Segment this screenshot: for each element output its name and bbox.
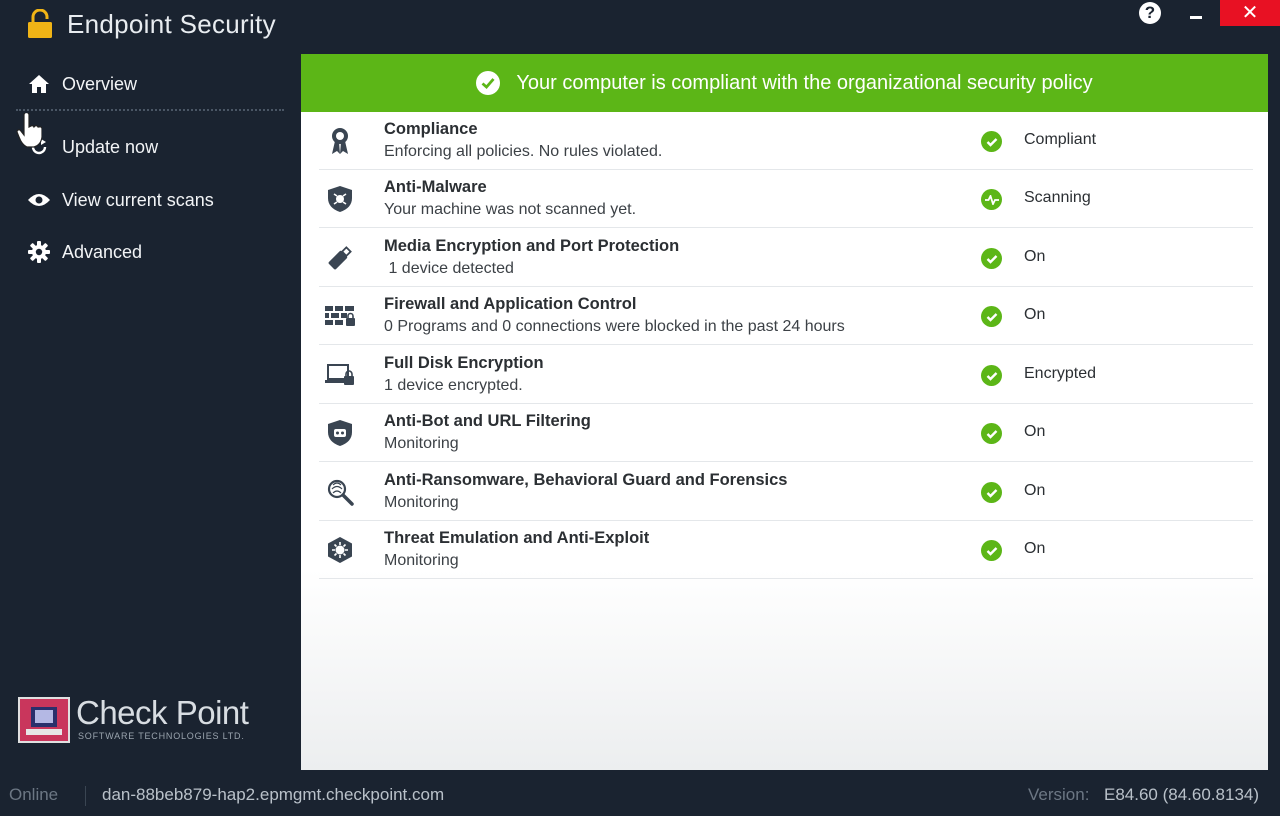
banner-text: Your computer is compliant with the organizational security policy: [516, 71, 1093, 94]
server-hostname: dan-88beb879-hap2.epmgmt.checkpoint.com: [102, 785, 445, 804]
version-label: Version:: [1028, 785, 1090, 804]
sidebar-divider: [16, 109, 284, 111]
minimize-button[interactable]: [1180, 0, 1212, 28]
shield-bug-icon: [325, 184, 355, 214]
compliance-banner: [301, 54, 1268, 112]
blade-row-media-encryption[interactable]: [319, 229, 1253, 287]
blade-title: Media Encryption and Port Protection: [384, 237, 680, 255]
virus-shield-icon: [325, 535, 355, 565]
app-title: Endpoint Security: [67, 9, 276, 39]
blade-description: 1 device encrypted.: [384, 377, 523, 394]
sidebar-item-label: View current scans: [62, 189, 214, 210]
main-panel: [301, 54, 1268, 770]
status-separator: [85, 786, 86, 806]
blade-status: Encrypted: [1024, 365, 1097, 382]
sidebar-item-overview[interactable]: [26, 69, 137, 99]
blade-status: On: [1024, 482, 1046, 499]
check-icon: [981, 306, 1002, 327]
blade-description: Enforcing all policies. No rules violated.: [384, 143, 663, 160]
check-icon: [981, 423, 1002, 444]
blade-title: Compliance: [384, 120, 478, 138]
laptop-lock-icon: [325, 360, 355, 390]
firewall-icon: [325, 301, 355, 331]
eye-icon: [26, 187, 52, 213]
hand-cursor-icon: [16, 113, 42, 151]
blade-title: Full Disk Encryption: [384, 354, 544, 372]
blade-title: Anti-Malware: [384, 178, 487, 196]
check-point-logo: [18, 694, 280, 745]
home-icon: [26, 71, 52, 97]
blade-title: Anti-Bot and URL Filtering: [384, 412, 591, 430]
blade-row-compliance[interactable]: [319, 112, 1253, 170]
blade-description: Monitoring: [384, 552, 459, 569]
connection-status: Online: [9, 785, 59, 804]
sidebar-item-advanced[interactable]: [26, 237, 142, 267]
sidebar-item-update-now[interactable]: [26, 132, 158, 162]
brand-subtitle: SOFTWARE TECHNOLOGIES LTD.: [78, 731, 245, 741]
gear-icon: [26, 239, 52, 265]
blade-status: On: [1024, 540, 1046, 557]
blade-status: On: [1024, 423, 1046, 440]
status-bar: [0, 778, 1280, 816]
blade-row-full-disk-encryption[interactable]: [319, 346, 1253, 404]
blade-description: 0 Programs and 0 connections were blocked in the past 24 hours: [384, 318, 845, 335]
version-value: E84.60 (84.60.8134): [1104, 785, 1260, 804]
sidebar-item-label: Overview: [62, 73, 138, 94]
magnifier-icon: [325, 477, 355, 507]
help-button[interactable]: ?: [1139, 2, 1161, 24]
check-icon: [981, 540, 1002, 561]
check-icon: [981, 248, 1002, 269]
pulse-icon: [981, 189, 1002, 210]
check-icon: [981, 365, 1002, 386]
blade-status: On: [1024, 248, 1046, 265]
blade-description: Monitoring: [384, 494, 459, 511]
sidebar-item-view-current-scans[interactable]: [26, 185, 214, 215]
shield-bot-icon: [325, 418, 355, 448]
title-bar: [0, 0, 1280, 52]
blade-status: Scanning: [1024, 189, 1091, 206]
close-button[interactable]: ✕: [1220, 0, 1280, 26]
blade-row-anti-ransomware[interactable]: [319, 463, 1253, 521]
blade-description: Your machine was not scanned yet.: [384, 201, 637, 218]
sidebar-item-label: Advanced: [62, 241, 143, 262]
check-icon: [981, 482, 1002, 503]
blade-row-firewall[interactable]: [319, 287, 1253, 345]
blade-description: Monitoring: [384, 435, 459, 452]
blade-description: 1 device detected: [384, 260, 514, 277]
sidebar-item-label: Update now: [62, 136, 159, 157]
blade-row-threat-emulation[interactable]: [319, 521, 1253, 579]
blade-row-anti-malware[interactable]: [319, 170, 1253, 228]
blade-title: Anti-Ransomware, Behavioral Guard and Forensics: [384, 471, 788, 489]
check-icon: [981, 131, 1002, 152]
blade-status: Compliant: [1024, 131, 1097, 148]
usb-drive-icon: [325, 243, 355, 273]
blade-status: On: [1024, 306, 1046, 323]
blade-row-anti-bot[interactable]: [319, 404, 1253, 462]
logo-mark-icon: [18, 697, 70, 743]
blade-title: Firewall and Application Control: [384, 295, 637, 313]
blade-title: Threat Emulation and Anti-Exploit: [384, 529, 650, 547]
award-ribbon-icon: [325, 126, 355, 156]
brand-name: Check Point: [76, 694, 249, 731]
check-circle-icon: [476, 71, 500, 95]
lock-icon: [27, 9, 53, 39]
